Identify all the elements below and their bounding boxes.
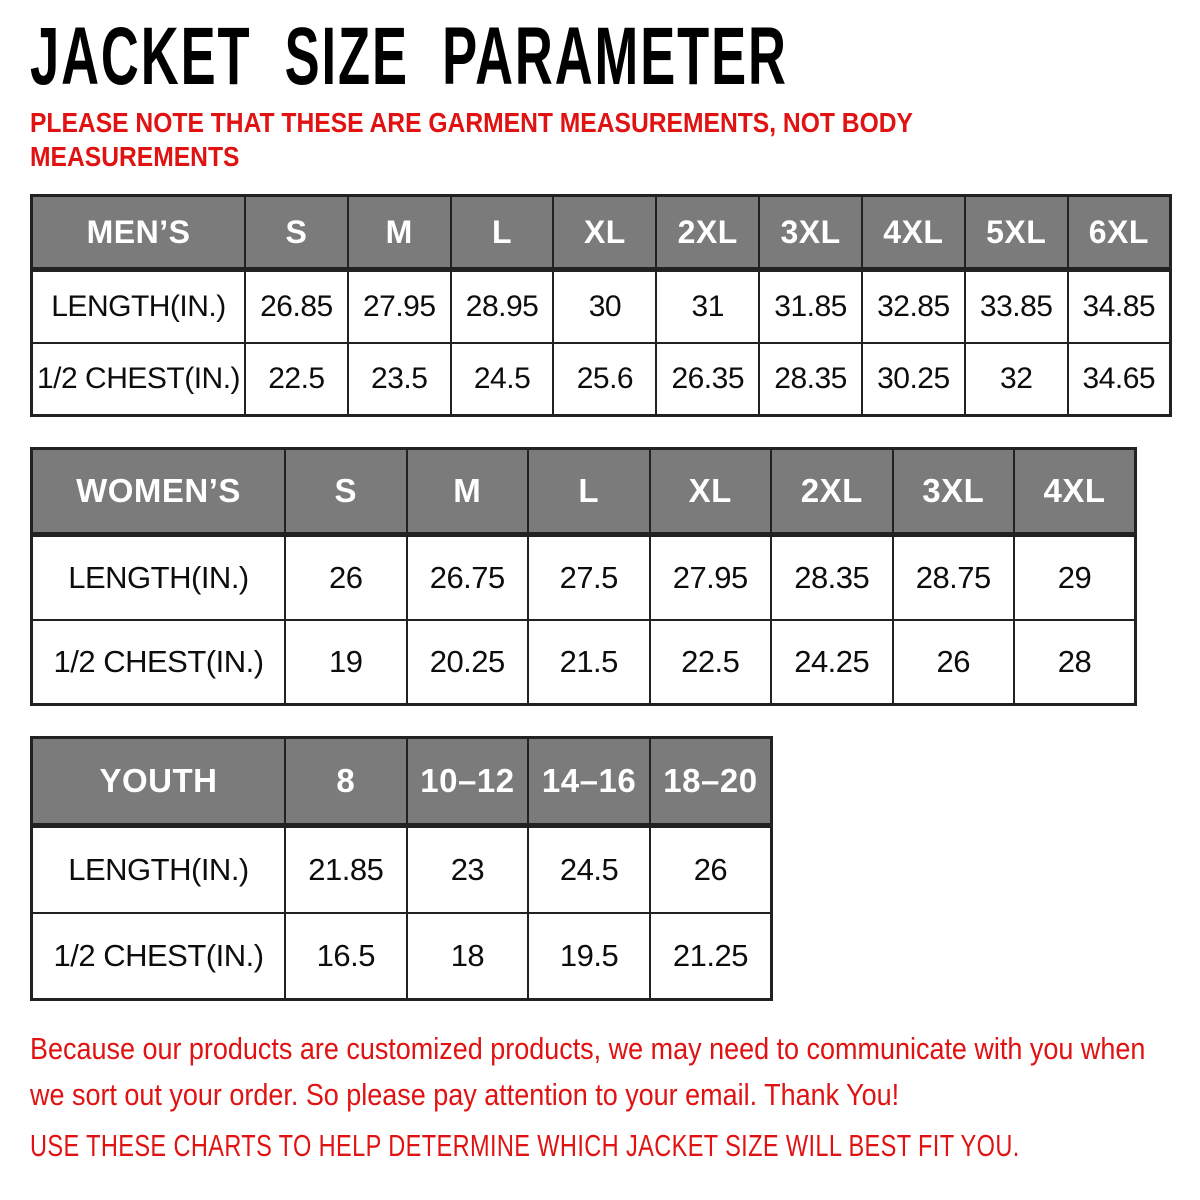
measurement-value-cell: 19.5 (528, 913, 650, 1000)
measurement-value-cell: 30.25 (862, 343, 965, 416)
measurement-value-cell: 28 (1014, 620, 1136, 705)
measurement-value-cell: 26.85 (245, 270, 348, 344)
size-table-womens (30, 447, 1137, 706)
measurement-label-cell: 1/2 CHEST(IN.) (32, 913, 286, 1000)
size-chart-cta: USE THESE CHARTS TO HELP DETERMINE WHICH JACKET SIZE WILL BEST FIT YOU. (30, 1128, 1020, 1163)
page-title: JACKET SIZE PARAMETER (30, 11, 788, 102)
measurement-value-cell: 31 (656, 270, 759, 344)
group-title-cell: YOUTH (32, 738, 286, 826)
measurement-value-cell: 21.5 (528, 620, 650, 705)
measurement-value-cell: 21.25 (650, 913, 772, 1000)
measurement-value-cell: 27.5 (528, 535, 650, 621)
measurement-value-cell: 19 (285, 620, 407, 705)
size-header-row (32, 196, 1171, 270)
measurement-value-cell: 34.65 (1068, 343, 1171, 416)
size-label-cell: S (245, 196, 348, 270)
size-table-mens (30, 194, 1172, 417)
communication-note: Because our products are customized products, we may need to communicate with you when we sort out your order. So please pay attention to your email. Thank You! (30, 1031, 1146, 1112)
measurement-value-cell: 32 (965, 343, 1068, 416)
measurement-value-cell: 32.85 (862, 270, 965, 344)
size-label-cell: 3XL (759, 196, 862, 270)
measurement-row (32, 270, 1171, 344)
measurement-value-cell: 28.35 (759, 343, 862, 416)
size-label-cell: 2XL (656, 196, 759, 270)
measurement-value-cell: 23 (407, 826, 529, 914)
size-header-row (32, 738, 772, 826)
measurement-value-cell: 31.85 (759, 270, 862, 344)
measurement-value-cell: 29 (1014, 535, 1136, 621)
measurement-value-cell: 33.85 (965, 270, 1068, 344)
measurement-value-cell: 26.75 (407, 535, 529, 621)
size-label-cell: L (528, 449, 650, 535)
measurement-value-cell: 28.75 (893, 535, 1015, 621)
measurement-value-cell: 24.5 (528, 826, 650, 914)
size-label-cell: 3XL (893, 449, 1015, 535)
measurement-value-cell: 30 (553, 270, 656, 344)
measurement-row (32, 535, 1136, 621)
measurement-value-cell: 20.25 (407, 620, 529, 705)
measurement-value-cell: 28.95 (451, 270, 554, 344)
measurement-value-cell: 34.85 (1068, 270, 1171, 344)
size-table-youth (30, 736, 773, 1001)
group-title-cell: WOMEN’S (32, 449, 286, 535)
size-label-cell: M (348, 196, 451, 270)
garment-measurement-note: PLEASE NOTE THAT THESE ARE GARMENT MEASUREMENTS, NOT BODY MEASUREMENTS (30, 107, 913, 173)
measurement-value-cell: 18 (407, 913, 529, 1000)
measurement-row (32, 826, 772, 914)
size-label-cell: 6XL (1068, 196, 1171, 270)
size-label-cell: 4XL (862, 196, 965, 270)
measurement-label-cell: LENGTH(IN.) (32, 270, 246, 344)
size-label-cell: 2XL (771, 449, 893, 535)
measurement-value-cell: 26 (893, 620, 1015, 705)
measurement-value-cell: 22.5 (650, 620, 772, 705)
measurement-label-cell: LENGTH(IN.) (32, 535, 286, 621)
measurement-label-cell: LENGTH(IN.) (32, 826, 286, 914)
measurement-value-cell: 27.95 (348, 270, 451, 344)
size-label-cell: 18–20 (650, 738, 772, 826)
size-label-cell: 10–12 (407, 738, 529, 826)
measurement-value-cell: 26.35 (656, 343, 759, 416)
measurement-value-cell: 21.85 (285, 826, 407, 914)
size-header-row (32, 449, 1136, 535)
measurement-value-cell: 26 (650, 826, 772, 914)
size-label-cell: 14–16 (528, 738, 650, 826)
measurement-label-cell: 1/2 CHEST(IN.) (32, 343, 246, 416)
size-label-cell: S (285, 449, 407, 535)
measurement-value-cell: 23.5 (348, 343, 451, 416)
measurement-row (32, 913, 772, 1000)
measurement-value-cell: 25.6 (553, 343, 656, 416)
measurement-label-cell: 1/2 CHEST(IN.) (32, 620, 286, 705)
size-label-cell: 4XL (1014, 449, 1136, 535)
size-label-cell: XL (650, 449, 772, 535)
size-label-cell: L (451, 196, 554, 270)
measurement-value-cell: 24.25 (771, 620, 893, 705)
measurement-row (32, 620, 1136, 705)
measurement-value-cell: 24.5 (451, 343, 554, 416)
size-label-cell: XL (553, 196, 656, 270)
measurement-value-cell: 22.5 (245, 343, 348, 416)
measurement-value-cell: 26 (285, 535, 407, 621)
size-label-cell: 8 (285, 738, 407, 826)
measurement-value-cell: 27.95 (650, 535, 772, 621)
measurement-row (32, 343, 1171, 416)
measurement-value-cell: 16.5 (285, 913, 407, 1000)
size-label-cell: 5XL (965, 196, 1068, 270)
measurement-value-cell: 28.35 (771, 535, 893, 621)
group-title-cell: MEN’S (32, 196, 246, 270)
size-label-cell: M (407, 449, 529, 535)
